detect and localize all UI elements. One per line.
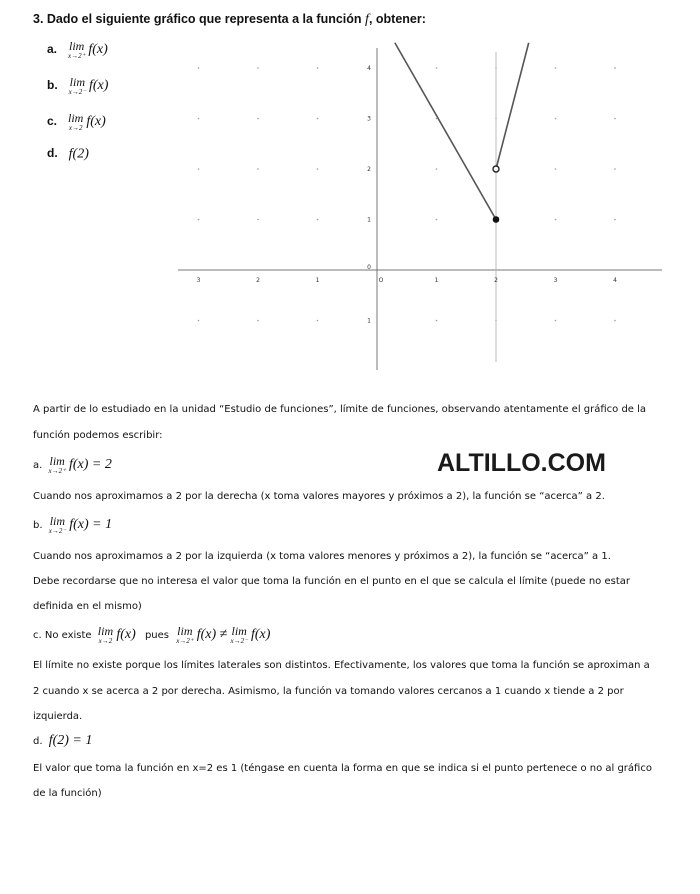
answer-d: d. f(2) = 1 — [33, 733, 93, 748]
x-tick-label: 2 — [256, 277, 260, 284]
grid-dot — [555, 168, 557, 170]
final-line-2: de la función) — [33, 788, 102, 799]
grid-dot — [614, 219, 616, 221]
y-tick-label: 0 — [367, 264, 371, 271]
grid-dot — [614, 118, 616, 120]
answer-b: b. lim x→2⁻ f(x) = 1 — [33, 514, 113, 535]
y-tick-label: 2 — [367, 166, 371, 173]
grid-dot — [317, 320, 319, 322]
grid-dot — [555, 118, 557, 120]
grid-dot — [436, 320, 438, 322]
grid-dot — [436, 67, 438, 69]
intro-line-1: A partir de lo estudiado en la unidad “Estudio de funciones”, límite de funciones, observando atentamente el gráfico de la — [33, 404, 647, 415]
final-line-1: El valor que toma la función en x=2 es 1 (téngase en cuenta la forma en que se indica si el punto pertenece o no al gráfico — [33, 763, 652, 774]
x-tick-label: 1 — [434, 277, 439, 284]
grid-dot — [198, 118, 200, 120]
question-item-b: b. lim x→2⁻ f(x) — [47, 75, 109, 96]
grid-dot — [317, 168, 319, 170]
question-item-c: c. lim x→2 f(x) — [47, 111, 106, 132]
y-tick-label: 1 — [367, 216, 371, 224]
grid-dot — [198, 67, 200, 69]
answer-a-text: Cuando nos aproximamos a 2 por la derecha (x toma valores mayores y próximos a 2), la función se “acerca” a 2. — [33, 491, 605, 502]
noexist-line-2: 2 cuando x se acerca a 2 por derecha. Asimismo, la función va tomando valores cercanos a 1 cuando x tiende a 2 por — [33, 686, 624, 697]
y-tick-label: 4 — [367, 65, 371, 72]
x-tick-labels — [197, 277, 618, 284]
x-tick-label: 3 — [553, 277, 558, 284]
function-graph — [0, 0, 700, 380]
grid-dot — [198, 219, 200, 221]
x-tick-label: 3 — [196, 277, 201, 284]
grid-dot — [614, 67, 616, 69]
grid-dot — [317, 67, 319, 69]
function-segments — [395, 43, 529, 220]
question-item-d: d. f(2) — [47, 146, 89, 162]
grid-dot — [436, 219, 438, 221]
grid-dot — [555, 219, 557, 221]
grid-dot — [614, 168, 616, 170]
open-point — [493, 166, 499, 172]
grid-dot — [257, 67, 259, 69]
function-segment — [395, 43, 496, 220]
grid-dot — [436, 168, 438, 170]
noexist-line-3: izquierda. — [33, 711, 83, 722]
answer-a: a. lim x→2⁺ f(x) = 2 — [33, 454, 112, 475]
intro-line-2: función podemos escribir: — [33, 430, 163, 441]
grid-dot — [317, 118, 319, 120]
grid-dot — [257, 320, 259, 322]
y-tick-labels — [367, 65, 371, 325]
x-tick-label: O — [378, 277, 384, 284]
question-title: 3. Dado el siguiente gráfico que representa a la función f, obtener: — [33, 12, 426, 27]
answer-c: c. No existe lim x→2 f(x) pues lim x→2⁺ f(x) ≠ lim x→2⁻ f(x) — [33, 624, 271, 645]
grid-dot — [555, 67, 557, 69]
function-segment — [496, 43, 529, 169]
grid-dot — [198, 320, 200, 322]
y-tick-label: 3 — [367, 115, 371, 123]
grid-dot — [257, 168, 259, 170]
remember-line-1: Debe recordarse que no interesa el valor que toma la función en el punto en el que se calcula el límite (puede no estar — [33, 576, 630, 587]
answer-b-text: Cuando nos aproximamos a 2 por la izquierda (x toma valores menores y próximos a 2), la función se “acerca” a 1. — [33, 551, 611, 562]
remember-line-2: definida en el mismo) — [33, 601, 142, 612]
x-tick-label: 4 — [613, 277, 617, 284]
altillo-watermark: ALTILLO.COM — [437, 449, 606, 477]
grid-dot — [317, 219, 319, 221]
function-symbol: f — [365, 12, 369, 27]
grid-dot — [257, 219, 259, 221]
grid-dot — [555, 320, 557, 322]
x-tick-label: 1 — [315, 277, 320, 284]
noexist-line-1: El límite no existe porque los límites laterales son distintos. Efectivamente, los valores que toma la función se aproximan a — [33, 660, 650, 671]
grid-dot — [614, 320, 616, 322]
grid-dot — [198, 168, 200, 170]
y-tick-label: 1 — [367, 317, 371, 325]
question-item-a: a. lim x→2⁺ f(x) — [47, 39, 108, 60]
grid-dot — [257, 118, 259, 120]
x-tick-label: 2 — [494, 277, 498, 284]
filled-point — [493, 216, 500, 223]
